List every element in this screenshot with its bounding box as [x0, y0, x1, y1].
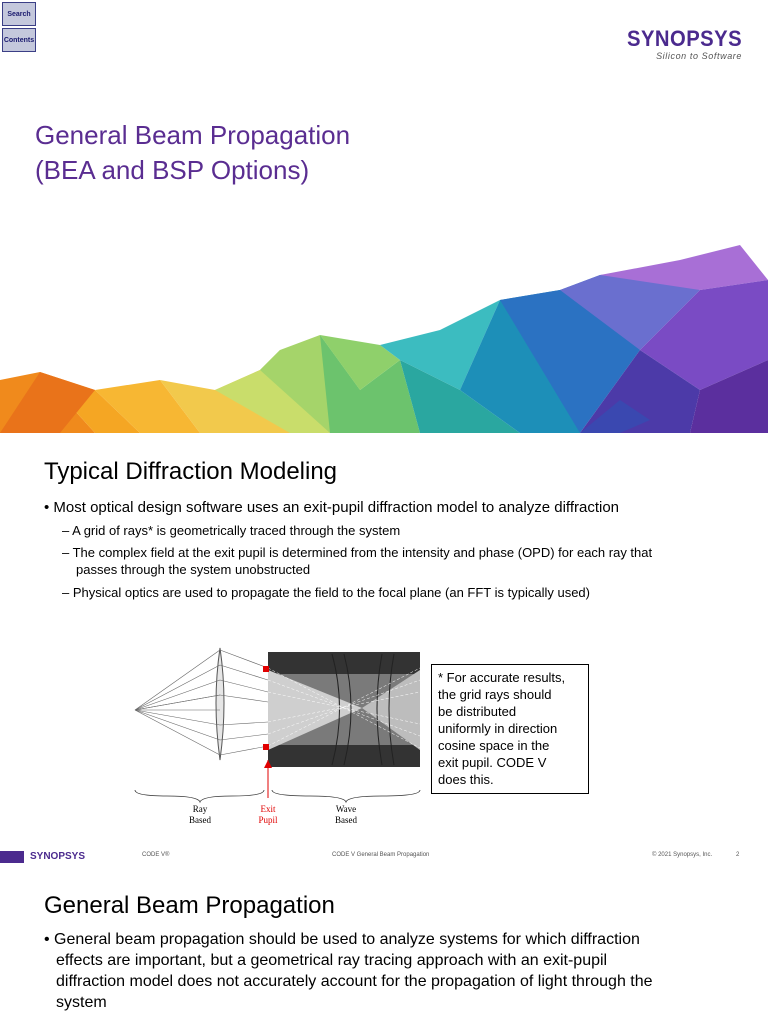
- slide-title-line-2: (BEA and BSP Options): [35, 155, 310, 185]
- footer-page-number: 2: [736, 852, 740, 858]
- label-based-2: Based: [335, 815, 357, 825]
- note-line: cosine space in the: [438, 738, 550, 753]
- footer-copyright: © 2021 Synopsys, Inc.: [652, 852, 713, 858]
- sub-bullet-3: – Physical optics are used to propagate the field to the focal plane (an FFT is typically used): [62, 585, 590, 600]
- footer-logo: SYNOPSYS: [30, 851, 86, 862]
- label-ray: Ray: [192, 804, 208, 814]
- sub-bullet-1: – A grid of rays* is geometrically traced through the system: [62, 523, 401, 538]
- label-based-1: Based: [189, 815, 211, 825]
- note-line: be distributed: [438, 704, 517, 719]
- footer-logo-bar: [0, 851, 24, 863]
- slide3-bullet-line-2: effects are important, but a geometrical ray tracing approach with an exit-pupil: [56, 952, 608, 969]
- contents-button[interactable]: Contents: [2, 28, 36, 52]
- label-pupil: Pupil: [258, 815, 278, 825]
- note-line: uniformly in direction: [438, 721, 558, 736]
- label-wave: Wave: [335, 804, 357, 814]
- footer-title: CODE V General Beam Propagation: [332, 852, 430, 858]
- note-line: the grid rays should: [438, 687, 552, 702]
- sub-bullet-2-line-2: passes through the system unobstructed: [76, 562, 311, 577]
- note-line: exit pupil. CODE V: [438, 755, 547, 770]
- logo-tagline: Silicon to Software: [656, 51, 742, 61]
- slide-title: [35, 118, 350, 188]
- slide-title-line-1: General Beam Propagation: [35, 120, 351, 150]
- note-line: does this.: [438, 772, 494, 787]
- search-button[interactable]: Search: [2, 2, 36, 26]
- slide-footer: [0, 846, 768, 868]
- synopsys-logo: [617, 26, 742, 61]
- sub-bullet-2-line-1: – The complex field at the exit pupil is determined from the intensity and phase (OPD) for each ray that: [62, 545, 653, 560]
- accuracy-note-box: [431, 664, 589, 794]
- section-heading-diffraction: Typical Diffraction Modeling: [44, 458, 338, 485]
- section-heading-general-beam: General Beam Propagation: [44, 892, 335, 919]
- polygon-banner-image: [0, 240, 768, 433]
- bullet-main: • Most optical design software uses an exit-pupil diffraction model to analyze diffraction: [44, 499, 620, 516]
- logo-word: SYNOPSYS: [626, 26, 742, 51]
- slide3-bullet-line-3: diffraction model does not accurately account for the propagation of light through the: [56, 973, 653, 990]
- note-line: * For accurate results,: [438, 670, 566, 685]
- diffraction-diagram: [132, 640, 422, 832]
- slide3-bullet-line-1: • General beam propagation should be used to analyze systems for which diffraction: [44, 931, 640, 948]
- slide3-bullet-line-4: system: [56, 994, 107, 1011]
- label-exit: Exit: [260, 804, 276, 814]
- footer-product: CODE V®: [142, 852, 170, 858]
